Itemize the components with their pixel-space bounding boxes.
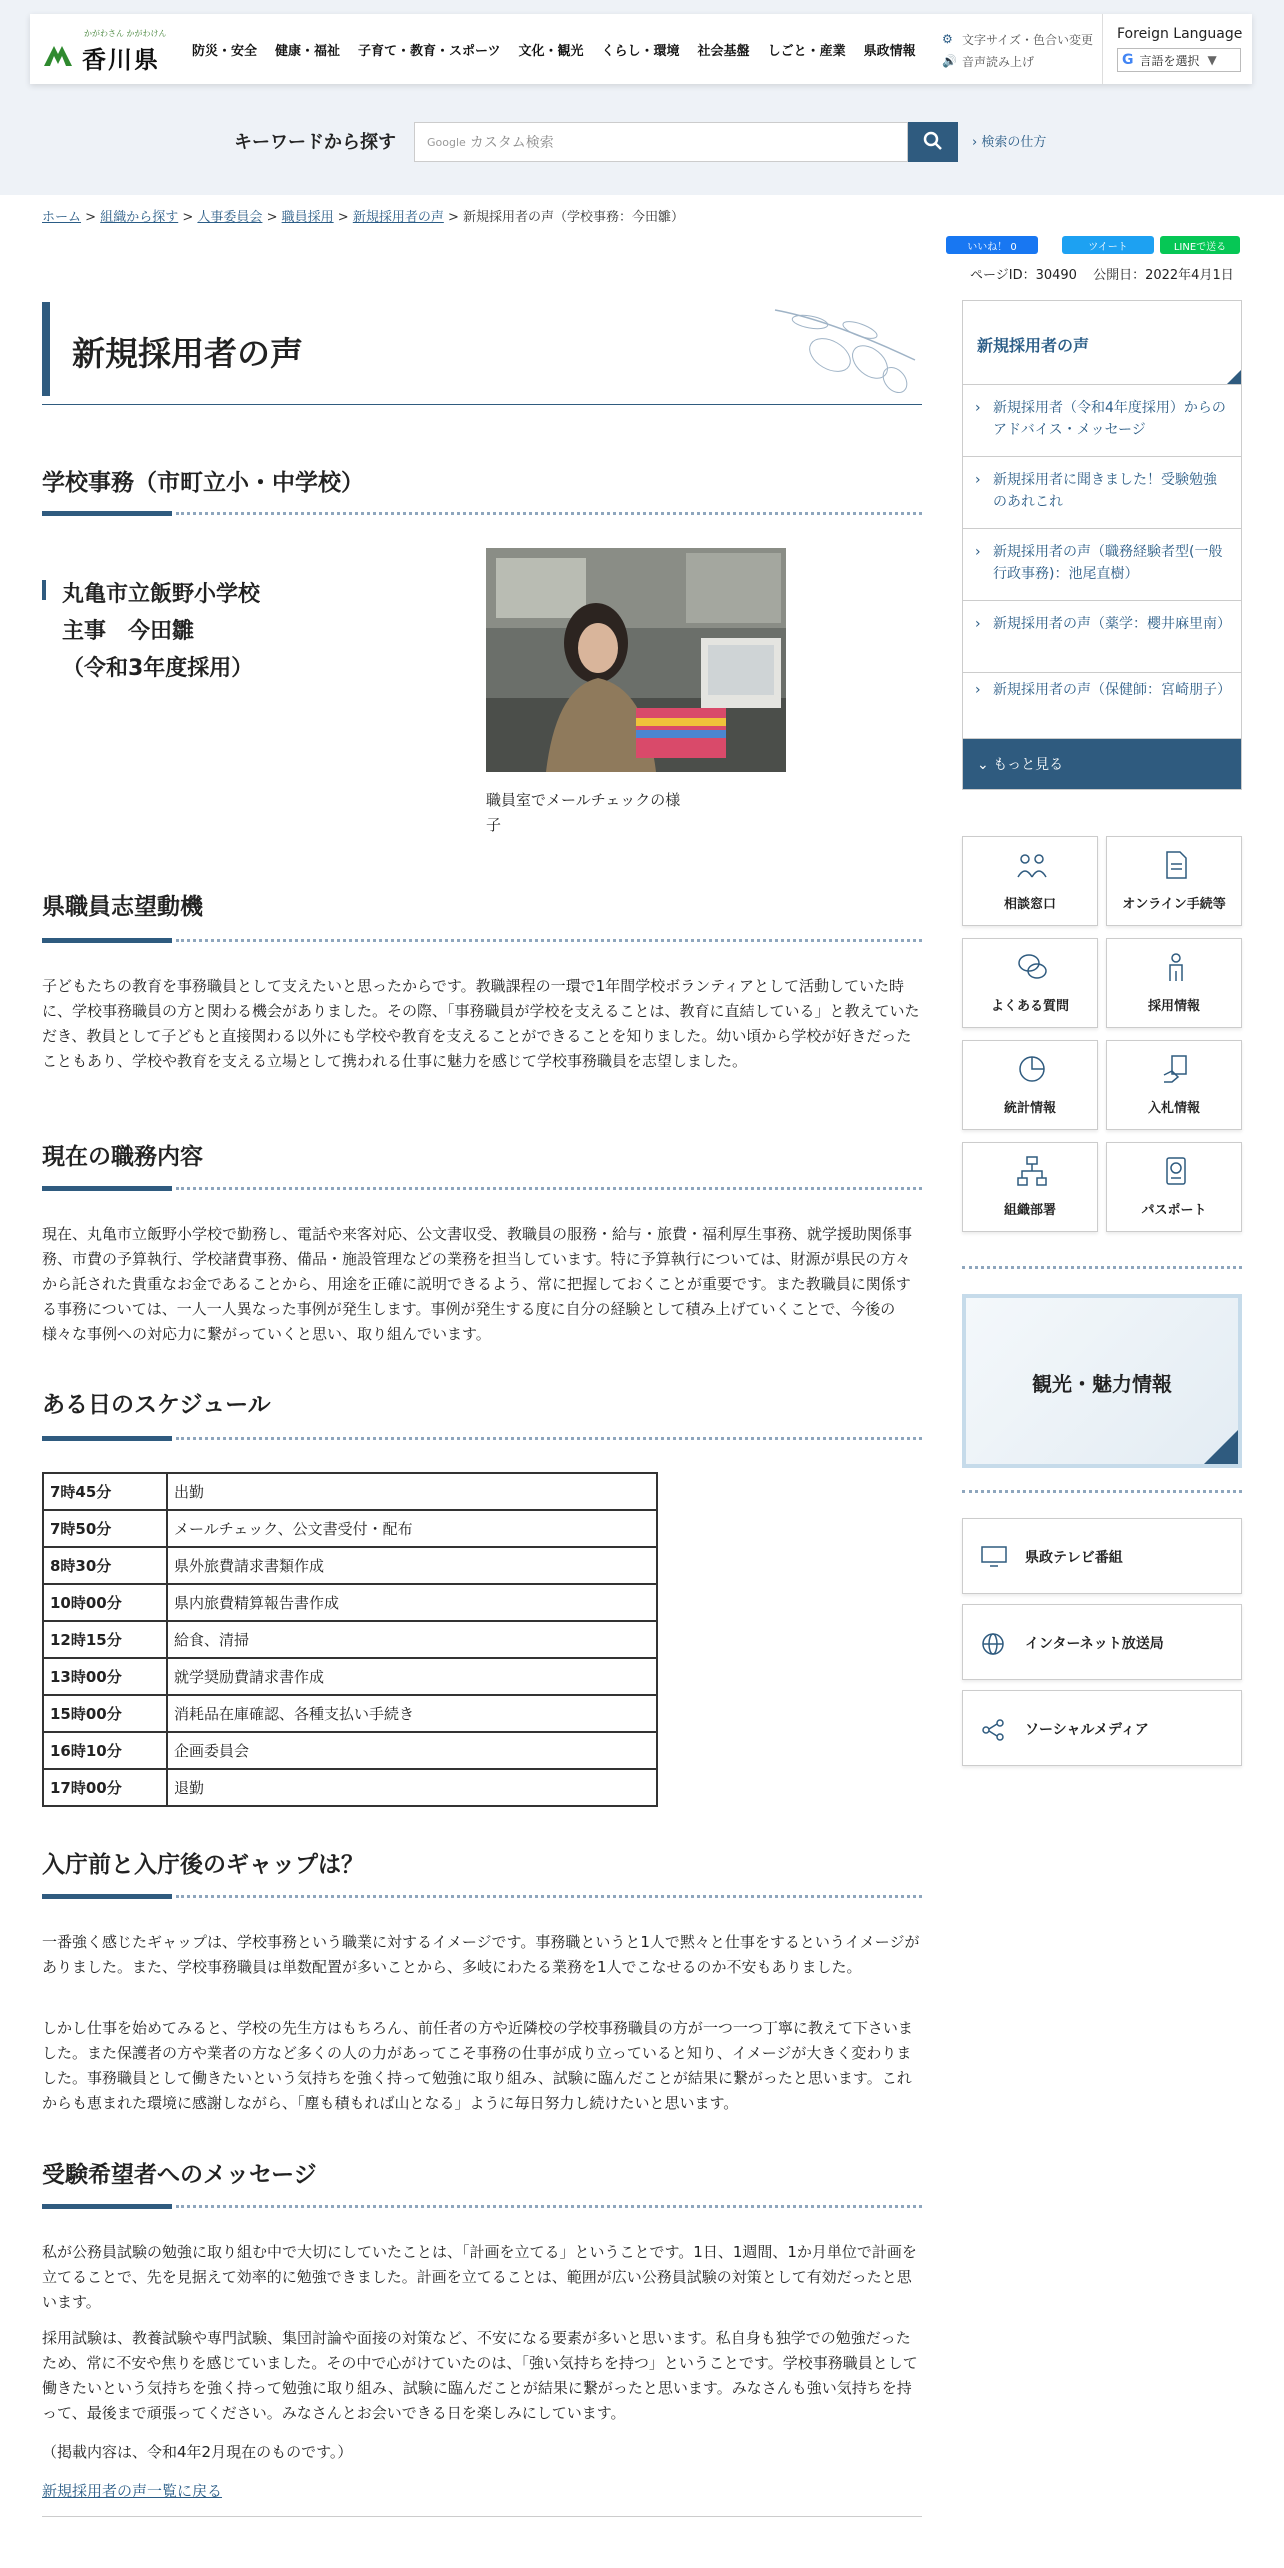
table-row [43,1769,657,1806]
link-social-media[interactable]: ソーシャルメディア [962,1690,1242,1766]
chevron-right-icon: › [975,400,981,416]
logo-tagline: かがわさん かがわけん [84,29,167,38]
pie-chart-icon [1016,1053,1048,1085]
chevron-right-icon: › [975,616,981,632]
page-title-box [42,300,922,405]
facebook-like-button[interactable]: いいね！ 0 [946,236,1038,254]
related-link[interactable]: › 新規採用者の声（薬学：櫻井麻里南） [963,601,1241,673]
breadcrumb-recruit[interactable]: 職員採用 [281,210,334,225]
chat-bubbles-icon [1016,951,1048,983]
language-panel [1102,14,1252,84]
search-button[interactable] [908,122,958,162]
hand-document-icon [1160,1053,1192,1085]
search-icon [923,131,943,151]
document-icon [1160,849,1192,881]
org-chart-icon [1016,1155,1048,1187]
profile-name: 主事 今田雛 [62,619,195,644]
schedule-task: 就学奨励費請求書作成 [167,1658,657,1695]
nav-item-bunka[interactable]: 文化・観光 [518,43,584,59]
page-title: 新規採用者の声 [72,334,303,373]
profile-school: 丸亀市立飯野小学校 [62,582,261,607]
schedule-time: 12時15分 [43,1621,167,1658]
schedule-task: 退勤 [167,1769,657,1806]
monitor-icon [981,1546,1007,1568]
people-icon [1016,849,1048,881]
globe-icon [981,1632,1005,1656]
content-note: （掲載内容は、令和4年2月現在のものです。） [42,2443,353,2461]
photo-caption: 職員室でメールチェックの様子 [486,791,681,834]
related-links-box [962,300,1242,790]
schedule-time: 13時00分 [43,1658,167,1695]
breadcrumb-current: 新規採用者の声（学校事務：今田雛） [463,210,685,225]
heading-gap: 入庁前と入庁後のギャップは？ [42,1852,364,1878]
related-links-header [963,301,1241,385]
back-to-list-link[interactable]: 新規採用者の声一覧に戻る [42,2482,223,2500]
foreign-language-label: Foreign Language [1117,26,1243,42]
tourism-banner-label: 観光・魅力情報 [1032,1372,1172,1396]
tile-consultation[interactable]: 相談窓口 [962,836,1098,926]
tweet-button[interactable]: ツイート [1062,236,1154,254]
site-logo[interactable] [42,28,192,74]
chevron-down-icon: ▼ [1207,53,1217,67]
related-link[interactable]: › 新規採用者の声（職務経験者型(一般行政事務)：池尾直樹） [963,529,1241,601]
global-nav [192,14,934,84]
gap-text-1: 一番強く感じたギャップは、学校事務という職業に対するイメージです。事務職というと1人で黙々と仕事をするというイメージがありました。また、学校事務職員は単数配置が多いことから、多岐にわたる業務を1人でこなせるのか不安もありました。 [42,1933,920,1976]
schedule-time: 16時10分 [43,1732,167,1769]
search-help-link[interactable]: › 検索の仕方 [972,135,1047,150]
page-id: ページID：30490 [970,268,1077,283]
corner-triangle [1227,370,1241,384]
heading-message: 受験希望者へのメッセージ [42,2162,317,2188]
chevron-right-icon: › [975,682,981,698]
schedule-time: 17時00分 [43,1769,167,1806]
person-icon [1160,951,1192,983]
message-text-1: 私が公務員試験の勉強に取り組む中で大切にしていたことは、「計画を立てる」ということです。1日、1週間、1か月単位で計画を立てることで、先を見据えて効率的に勉強できました。計画を立てることは、範囲が広い公務員試験の対策として有効だったと思います。 [42,2243,917,2311]
profile-accent-bar [42,580,46,600]
schedule-time: 7時45分 [43,1473,167,1510]
table-row [43,1473,657,1510]
language-select[interactable]: G 言語を選択 ▼ [1117,48,1241,72]
tile-statistics[interactable]: 統計情報 [962,1040,1098,1130]
corner-triangle [1204,1430,1238,1464]
font-size-link[interactable]: ⚙ 文字サイズ・色合い変更 [942,32,1094,47]
schedule-task: 消耗品在庫確認、各種支払い手続き [167,1695,657,1732]
nav-item-shigoto[interactable]: しごと・産業 [767,43,846,59]
tourism-banner[interactable] [962,1294,1242,1468]
nav-item-shakai[interactable]: 社会基盤 [697,43,750,59]
heading-motivation: 県職員志望動機 [42,894,203,920]
staff-photo [486,548,786,772]
heading-underline [42,1894,922,1899]
nav-item-kurashi[interactable]: くらし・環境 [601,43,680,59]
schedule-task: メールチェック、公文書受付・配布 [167,1510,657,1547]
breadcrumb-personnel[interactable]: 人事委員会 [197,210,263,225]
heading-underline [42,2204,922,2209]
tile-passport[interactable]: パスポート [1106,1142,1242,1232]
breadcrumb-organization[interactable]: 組織から探す [100,210,179,225]
link-internet-broadcast[interactable]: インターネット放送局 [962,1604,1242,1680]
related-link[interactable]: › 新規採用者に聞きました！受験勉強のあれこれ [963,457,1241,529]
gap-text-2: しかし仕事を始めてみると、学校の先生方はもちろん、前任者の方や近隣校の学校事務職員の方が一つ一つ丁寧に教えて下さいました。また保護者の方や業者の方など多くの人の力があってこそ事務の仕事が成り立っていると知り、イメージが大きく変わりました。事務職員として働きたいという気持ちを強く持って勉強に取り組み、試験に臨んだことが結果に繋がったと思います。これからも恵まれた環境に感謝しながら、「塵も積もれば山となる」ように毎日努力し続けたいと思います。 [42,2019,913,2112]
publish-date: 公開日：2022年4月1日 [1093,268,1234,283]
schedule-task: 県外旅費請求書類作成 [167,1547,657,1584]
table-row [43,1584,657,1621]
site-header [30,14,1252,84]
heading-underline [42,938,922,943]
schedule-task: 出勤 [167,1473,657,1510]
page-meta [970,264,1234,283]
schedule-time: 7時50分 [43,1510,167,1547]
table-row [43,1547,657,1584]
title-accent-bar [42,302,50,396]
nav-item-kensei[interactable]: 県政情報 [863,43,916,59]
line-share-button[interactable]: LINEで送る [1160,236,1240,254]
chevron-down-icon: ⌄ [977,757,994,773]
schedule-task: 県内旅費精算報告書作成 [167,1584,657,1621]
heading-underline [42,511,922,516]
heading-duties: 現在の職務内容 [42,1144,203,1170]
divider [962,1266,1242,1269]
gear-icon: ⚙ [942,32,953,46]
link-tv-program[interactable]: 県政テレビ番組 [962,1518,1242,1594]
tile-faq[interactable]: よくある質問 [962,938,1098,1028]
kagawa-logo-icon [42,40,74,68]
search-input[interactable] [414,122,908,162]
related-link[interactable]: › 新規採用者の声（保健師：宮崎朋子） [963,667,1241,739]
divider [42,2516,922,2517]
related-links-title: 新規採用者の声 [977,336,1090,355]
share-icon [981,1718,1005,1742]
nav-item-kosodate[interactable]: 子育て・教育・スポーツ [358,43,501,59]
schedule-table [42,1472,658,1807]
breadcrumb-home[interactable]: ホーム [42,210,82,225]
heading-school-office: 学校事務（市町立小・中学校） [42,470,364,496]
heading-underline [42,1186,922,1191]
divider [962,1490,1242,1493]
schedule-time: 8時30分 [43,1547,167,1584]
motivation-text: 子どもたちの教育を事務職員として支えたいと思ったからです。教職課程の一環で1年間学校ボランティアとして活動していた時に、学校事務職員の方と関わる機会がありました。その際、「事務職員が学校を支えることは、教育に直結している」と教えていただき、教員として子どもと直接関わる以外にも学校や教育を支えることができることを知りました。幼い頃から学校が好きだったこともあり、学校や教育を支える立場として携われる仕事に魅力を感じて学校事務職員を志望しました。 [42,977,920,1070]
chevron-right-icon: › [975,472,981,488]
message-text-2: 採用試験は、教養試験や専門試験、集団討論や面接の対策など、不安になる要素が多いと思います。私自身も独学での勉強だったため、常に不安や焦りを感じていました。その中で心がけていたのは、「強い気持ちを持つ」ということです。学校事務職員として働きたいという気持ちを強く持って勉強に取り組み、試験に臨んだことが結果に繋がったと思います。みなさんも強い気持ちを持って、最後まで頑張ってください。みなさんとお会いできる日を楽しみにしています。 [42,2329,918,2422]
related-link[interactable]: › 新規採用者（令和4年度採用）からのアドバイス・メッセージ [963,385,1241,457]
voice-link[interactable]: 🔊 音声読み上げ [942,54,1035,69]
profile-year: （令和3年度採用） [62,656,254,681]
show-more-button[interactable]: ⌄ もっと見る [963,739,1241,789]
heading-schedule: ある日のスケジュール [42,1392,271,1418]
tile-recruitment[interactable]: 採用情報 [1106,938,1242,1028]
table-row [43,1658,657,1695]
search-label: キーワードから探す [234,132,396,153]
passport-icon [1160,1155,1192,1187]
speaker-icon: 🔊 [942,54,957,68]
olive-branch-icon [770,300,920,400]
schedule-time: 15時00分 [43,1695,167,1732]
tile-organization[interactable]: 組織部署 [962,1142,1098,1232]
table-row [43,1510,657,1547]
duties-text: 現在、丸亀市立飯野小学校で勤務し、電話や来客対応、公文書収受、教職員の服務・給与・旅費・福利厚生事務、就学援助関係事務、市費の予算執行、学校諸費事務、備品・施設管理などの業務を担当しています。特に予算執行については、財源が県民の方々から託された貴重なお金であることから、用途を正確に説明できるよう、常に把握しておくことが重要です。また教職員に関係する事務については、一人一人異なった事例が発生します。事例が発生する度に自分の経験として積み上げていくことで、今後の様々な事例への対応力に繋がっていくと思い、取り組んでいます。 [42,1225,913,1343]
table-row [43,1732,657,1769]
nav-item-kenkou[interactable]: 健康・福祉 [275,43,341,59]
google-watermark: Google [427,135,466,149]
table-row [43,1695,657,1732]
search-placeholder: カスタム検索 [469,135,554,151]
tile-online-procedure[interactable]: オンライン手続等 [1106,836,1242,926]
schedule-time: 10時00分 [43,1584,167,1621]
breadcrumb-voices[interactable]: 新規採用者の声 [352,210,444,225]
chevron-right-icon: › [975,544,981,560]
tile-bidding[interactable]: 入札情報 [1106,1040,1242,1130]
profile-block [42,576,462,687]
table-row [43,1621,657,1658]
schedule-task: 企画委員会 [167,1732,657,1769]
nav-item-bousai[interactable]: 防災・安全 [192,43,258,59]
heading-underline [42,1436,922,1441]
google-icon: G [1122,52,1134,68]
schedule-task: 給食、清掃 [167,1621,657,1658]
logo-name: 香川県 [82,46,160,74]
breadcrumb: ホーム > 組織から探す > 人事委員会 > 職員採用 > 新規採用者の声 > 新規採用者の声（学校事務：今田雛） [42,210,685,225]
utility-links [942,28,1102,72]
